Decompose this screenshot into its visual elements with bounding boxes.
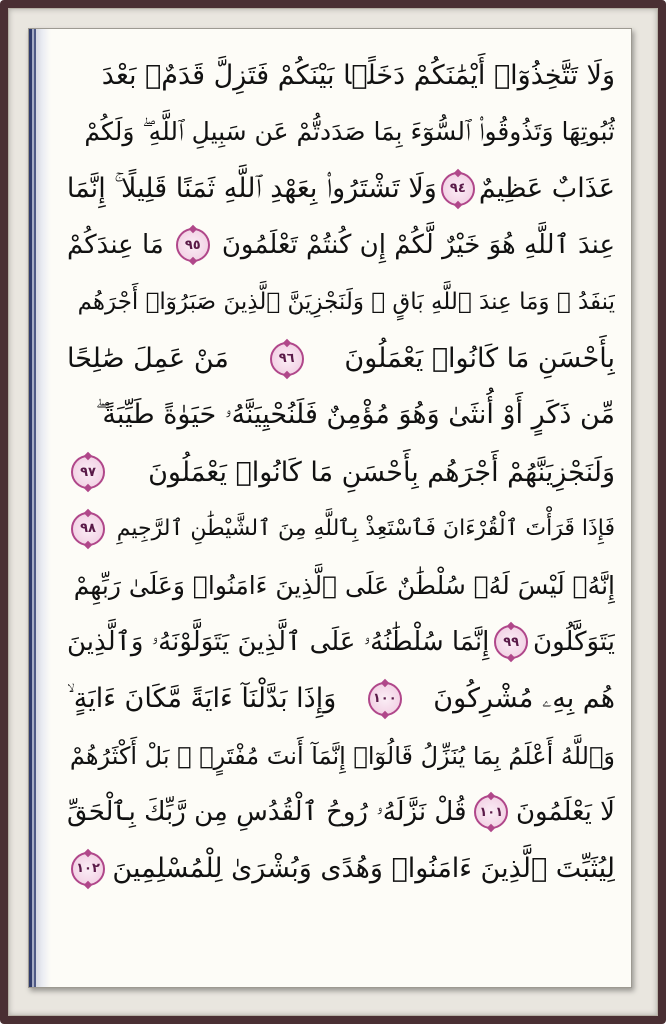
verse-text: وَإِذَا بَدَّلْنَآ ءَايَةً مَّكَانَ ءَايَةٍ ۙ bbox=[67, 682, 337, 714]
verse-text: عِندَ ٱللَّهِ هُوَ خَيْرٌ لَّكُمْ إِن كُنتُمْ تَعْلَمُونَ bbox=[221, 230, 615, 261]
ayah-number-marker: ٩٥ bbox=[176, 228, 210, 262]
verse-text: إِنَّهُۥ لَيْسَ لَهُۥ سُلْطَٰنٌ عَلَى ٱلَّذِينَ ءَامَنُوا۟ وَعَلَىٰ رَبِّهِمْ bbox=[73, 571, 615, 601]
text-line bbox=[67, 444, 615, 501]
verse-text: لَا يَعْلَمُونَ bbox=[515, 797, 615, 828]
text-line bbox=[67, 614, 615, 671]
quran-text-block bbox=[67, 47, 615, 977]
text-line bbox=[67, 671, 615, 728]
verse-text: مَنْ عَمِلَ صَٰلِحًا bbox=[67, 343, 229, 375]
ayah-number-marker: ١٠٠ bbox=[368, 682, 402, 716]
text-line bbox=[67, 47, 615, 104]
text-line bbox=[67, 387, 615, 444]
verse-text: وَلَا تَتَّخِذُوٓا۟ أَيْمَٰنَكُمْ دَخَلًۢا بَيْنَكُمْ فَتَزِلَّ قَدَمٌۢ بَعْدَ bbox=[101, 59, 615, 91]
verse-text: لِيُثَبِّتَ ٱلَّذِينَ ءَامَنُوا۟ وَهُدًى وَبُشْرَىٰ لِلْمُسْلِمِينَ bbox=[112, 853, 615, 885]
ayah-number-marker: ١٠٢ bbox=[71, 852, 105, 886]
ayah-number-marker: ١٠١ bbox=[474, 795, 508, 829]
text-line bbox=[67, 217, 615, 274]
ayah-number-marker: ٩٤ bbox=[441, 172, 475, 206]
text-line bbox=[67, 274, 615, 331]
verse-text: مَا عِندَكُمْ bbox=[67, 230, 164, 261]
verse-text: مِّن ذَكَرٍ أَوْ أُنثَىٰ وَهُوَ مُؤْمِنٌ فَلَنُحْيِيَنَّهُۥ حَيَوٰةً طَيِّبَةً ۖ bbox=[95, 399, 615, 431]
verse-text: قُلْ نَزَّلَهُۥ رُوحُ ٱلْقُدُسِ مِن رَّبِّكَ بِٱلْحَقِّ bbox=[67, 796, 467, 827]
verse-text: بِأَحْسَنِ مَا كَانُوا۟ يَعْمَلُونَ bbox=[344, 343, 615, 375]
ayah-number-marker: ٩٩ bbox=[494, 625, 528, 659]
text-line bbox=[67, 727, 615, 784]
page-spine-border bbox=[29, 29, 51, 987]
mushaf-page bbox=[28, 28, 632, 988]
verse-text: وَلَا تَشْتَرُوا۟ بِعَهْدِ ٱللَّهِ ثَمَنًا قَلِيلًا ۚ إِنَّمَا bbox=[67, 172, 437, 204]
text-line bbox=[67, 784, 615, 841]
verse-text: وَٱللَّهُ أَعْلَمُ بِمَا يُنَزِّلُ قَالُوٓا۟ إِنَّمَآ أَنتَ مُفْتَرٍۭ ۚ بَلْ أَكْثَرُهُمْ bbox=[69, 741, 615, 770]
ayah-number-marker: ٩٨ bbox=[71, 512, 105, 546]
text-line bbox=[67, 557, 615, 614]
ayah-number-marker: ٩٧ bbox=[71, 455, 105, 489]
text-line bbox=[67, 104, 615, 161]
ayah-number-marker: ٩٦ bbox=[270, 342, 304, 376]
text-line bbox=[67, 501, 615, 558]
text-line bbox=[67, 160, 615, 217]
verse-text: يَنفَدُ ۖ وَمَا عِندَ ٱللَّهِ بَاقٍ ۗ وَلَنَجْزِيَنَّ ٱلَّذِينَ صَبَرُوٓا۟ أَجْرَهُم bbox=[77, 289, 615, 316]
verse-text: يَتَوَكَّلُونَ bbox=[532, 627, 615, 658]
verse-text: إِنَّمَا سُلْطَٰنُهُۥ عَلَى ٱلَّذِينَ يَتَوَلَّوْنَهُۥ وَٱلَّذِينَ bbox=[67, 626, 490, 657]
verse-text: فَإِذَا قَرَأْتَ ٱلْقُرْءَانَ فَٱسْتَعِذْ بِٱللَّهِ مِنَ ٱلشَّيْطَٰنِ ٱلرَّجِيمِ bbox=[116, 516, 615, 542]
verse-text: هُم بِهِۦ مُشْرِكُونَ bbox=[433, 682, 615, 714]
verse-text: ثُبُوتِهَا وَتَذُوقُوا۟ ٱلسُّوٓءَ بِمَا صَدَدتُّمْ عَن سَبِيلِ ٱللَّهِ ۖ وَلَكُمْ bbox=[84, 117, 615, 147]
text-line bbox=[67, 841, 615, 898]
verse-text: وَلَنَجْزِيَنَّهُمْ أَجْرَهُم بِأَحْسَنِ مَا كَانُوا۟ يَعْمَلُونَ bbox=[148, 456, 615, 488]
verse-text: عَذَابٌ عَظِيمٌ bbox=[478, 173, 615, 205]
text-line bbox=[67, 330, 615, 387]
